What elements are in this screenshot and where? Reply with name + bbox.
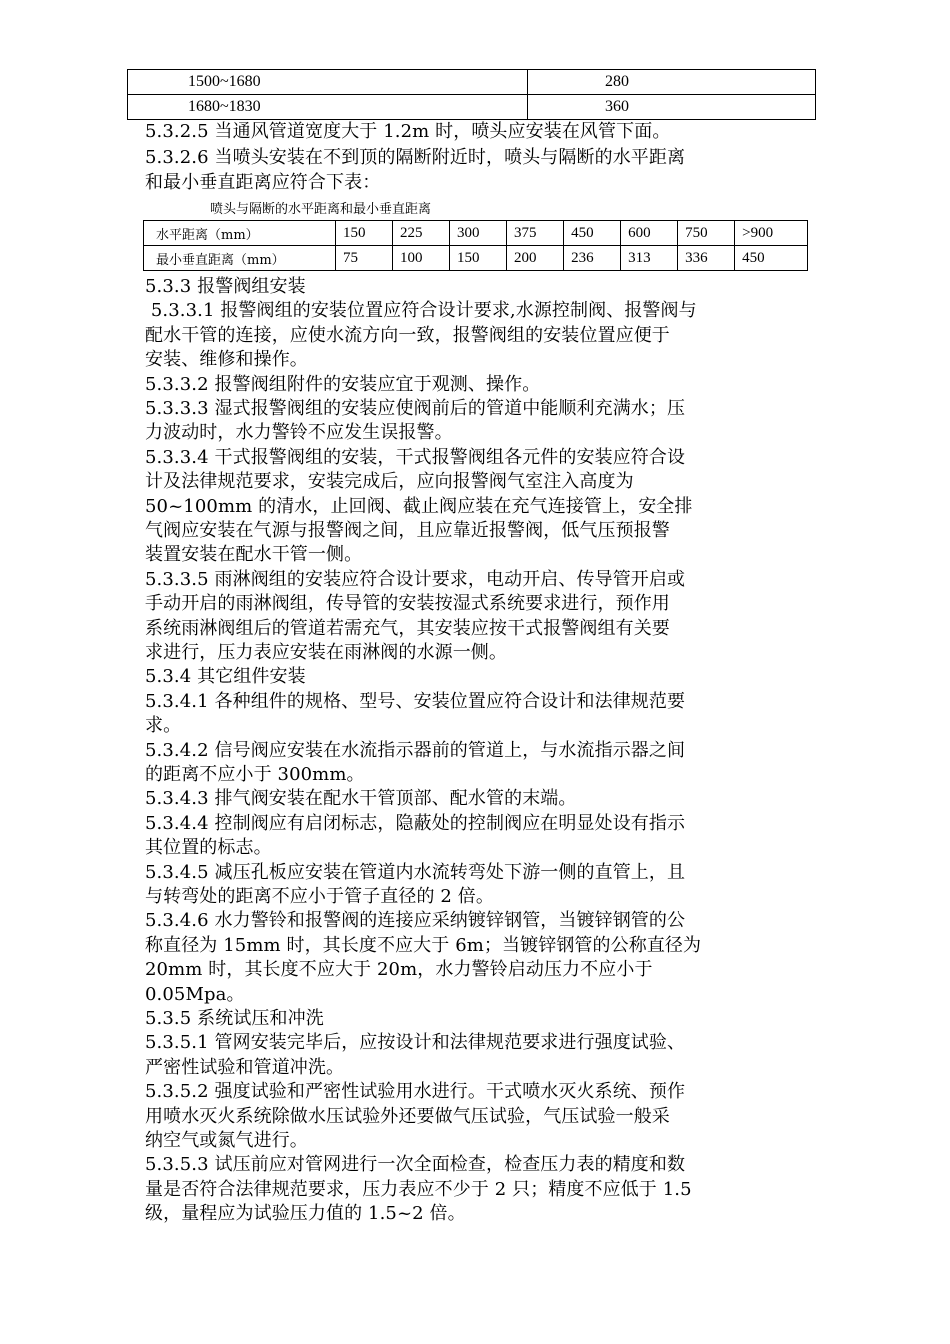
table-cell: 150 xyxy=(450,246,507,271)
table-cell: 600 xyxy=(621,221,678,246)
table-row xyxy=(128,95,816,120)
table-row xyxy=(144,246,808,271)
paragraph-line: 5.3.3.2 报警阀组附件的安装应宜于观测、操作。 xyxy=(145,373,541,395)
pipe-width-table xyxy=(127,69,816,120)
table-cell: 375 xyxy=(507,221,564,246)
paragraph-line: 5.3.3.5 雨淋阀组的安装应符合设计要求，电动开启、传导管开启或 xyxy=(145,568,686,590)
paragraph-line: 5.3.3 报警阀组安装 xyxy=(145,276,306,297)
paragraph-line: 的距离不应小于 300mm。 xyxy=(145,764,365,785)
table-cell: 750 xyxy=(678,221,735,246)
paragraph-line: 配水干管的连接，应使水流方向一致，报警阀组的安装位置应便于 xyxy=(145,324,670,346)
paragraph-line: 级，量程应为试验压力值的 1.5~2 倍。 xyxy=(145,1203,466,1225)
paragraph-line: 5.3.3.1 报警阀组的安装位置应符合设计要求,水源控制阀、报警阀与 xyxy=(145,300,697,322)
paragraph-line: 计及法律规范要求，安装完成后，应向报警阀气室注入高度为 xyxy=(145,471,634,493)
table-row xyxy=(144,221,808,246)
paragraph-line: 5.3.5 系统试压和冲洗 xyxy=(145,1008,324,1029)
paragraph-line: 5.3.4.4 控制阀应有启闭标志，隐蔽处的控制阀应在明显处设有指示 xyxy=(145,812,686,834)
table-cell: 200 xyxy=(507,246,564,271)
table-cell: 336 xyxy=(678,246,735,271)
paragraph-line: 与转弯处的距离不应小于管子直径的 2 倍。 xyxy=(145,886,494,907)
paragraph-line: 求进行，压力表应安装在雨淋阀的水源一侧。 xyxy=(145,642,507,663)
paragraph-line: 5.3.2.6 当喷头安装在不到顶的隔断附近时，喷头与隔断的水平距离 xyxy=(145,147,686,168)
table-row-header: 水平距离（mm） xyxy=(144,221,336,246)
paragraph-line: 5.3.4.6 水力警铃和报警阀的连接应采纳镀锌钢管，当镀锌钢管的公 xyxy=(145,910,686,932)
table-cell: 450 xyxy=(735,246,808,271)
sprinkler-distance-table xyxy=(143,220,808,271)
paragraph-line: 5.3.3.3 湿式报警阀组的安装应使阀前后的管道中能顺利充满水；压 xyxy=(145,398,686,419)
paragraph-line: 5.3.4 其它组件安装 xyxy=(145,666,306,688)
table-cell: 1500~1680 xyxy=(128,70,528,95)
table-cell: 100 xyxy=(393,246,450,271)
paragraph-line: 和最小垂直距离应符合下表： xyxy=(145,172,381,193)
table-cell: 236 xyxy=(564,246,621,271)
table-cell: 450 xyxy=(564,221,621,246)
table-caption: 喷头与隔断的水平距离和最小垂直距离 xyxy=(210,202,432,217)
paragraph-line: 5.3.4.5 减压孔板应安装在管道内水流转弯处下游一侧的直管上，且 xyxy=(145,861,686,883)
table-cell: 150 xyxy=(336,221,393,246)
paragraph-line: 20mm 时，其长度不应大于 20m，水力警铃启动压力不应小于 xyxy=(145,959,653,981)
table-cell: 225 xyxy=(393,221,450,246)
table-row xyxy=(128,70,816,95)
paragraph-line: 称直径为 15mm 时，其长度不应大于 6m；当镀锌钢管的公称直径为 xyxy=(145,934,702,956)
paragraph-line: 5.3.5.2 强度试验和严密性试验用水进行。干式喷水灭火系统、预作 xyxy=(145,1081,686,1103)
paragraph-line: 5.3.4.1 各种组件的规格、型号、安装位置应符合设计和法律规范要 xyxy=(145,690,686,712)
table-cell: 313 xyxy=(621,246,678,271)
paragraph-line: 安装、维修和操作。 xyxy=(145,349,308,371)
paragraph-line: 力波动时，水力警铃不应发生误报警。 xyxy=(145,422,453,444)
table-cell: 300 xyxy=(450,221,507,246)
paragraph-line: 50~100mm 的清水，止回阀、截止阀应装在充气连接管上，安全排 xyxy=(145,495,693,517)
paragraph-line: 0.05Mpa。 xyxy=(145,983,245,1005)
table-cell: 75 xyxy=(336,246,393,271)
paragraph-line: 手动开启的雨淋阀组，传导管的安装按湿式系统要求进行，预作用 xyxy=(145,593,670,615)
table-cell: 1680~1830 xyxy=(128,95,528,120)
paragraph-line: 5.3.2.5 当通风管道宽度大于 1.2m 时，喷头应安装在风管下面。 xyxy=(145,121,671,142)
paragraph-line: 5.3.5.1 管网安装完毕后，应按设计和法律规范要求进行强度试验、 xyxy=(145,1032,686,1054)
paragraph-line: 气阀应安装在气源与报警阀之间，且应靠近报警阀，低气压预报警 xyxy=(145,520,670,541)
table-cell: 360 xyxy=(528,95,816,120)
paragraph-line: 严密性试验和管道冲洗。 xyxy=(145,1056,345,1078)
table-cell: >900 xyxy=(735,221,808,246)
paragraph-line: 5.3.4.3 排气阀安装在配水干管顶部、配水管的末端。 xyxy=(145,788,577,810)
paragraph-line: 纳空气或氮气进行。 xyxy=(145,1130,308,1151)
table-cell: 280 xyxy=(528,70,816,95)
paragraph-line: 系统雨淋阀组后的管道若需充气，其安装应按干式报警阀组有关要 xyxy=(145,617,670,639)
table-row-header: 最小垂直距离（mm） xyxy=(144,246,336,271)
paragraph-line: 求。 xyxy=(145,715,182,737)
paragraph-line: 5.3.4.2 信号阀应安装在水流指示器前的管道上，与水流指示器之间 xyxy=(145,739,686,761)
paragraph-line: 装置安装在配水干管一侧。 xyxy=(145,544,363,566)
paragraph-line: 其位置的标志。 xyxy=(145,837,272,859)
paragraph-line: 5.3.3.4 干式报警阀组的安装，干式报警阀组各元件的安装应符合设 xyxy=(145,446,686,468)
paragraph-line: 5.3.5.3 试压前应对管网进行一次全面检查，检查压力表的精度和数 xyxy=(145,1154,686,1176)
paragraph-line: 量是否符合法律规范要求，压力表应不少于 2 只；精度不应低于 1.5 xyxy=(145,1178,692,1200)
paragraph-line: 用喷水灭火系统除做水压试验外还要做气压试验，气压试验一般采 xyxy=(145,1105,670,1127)
